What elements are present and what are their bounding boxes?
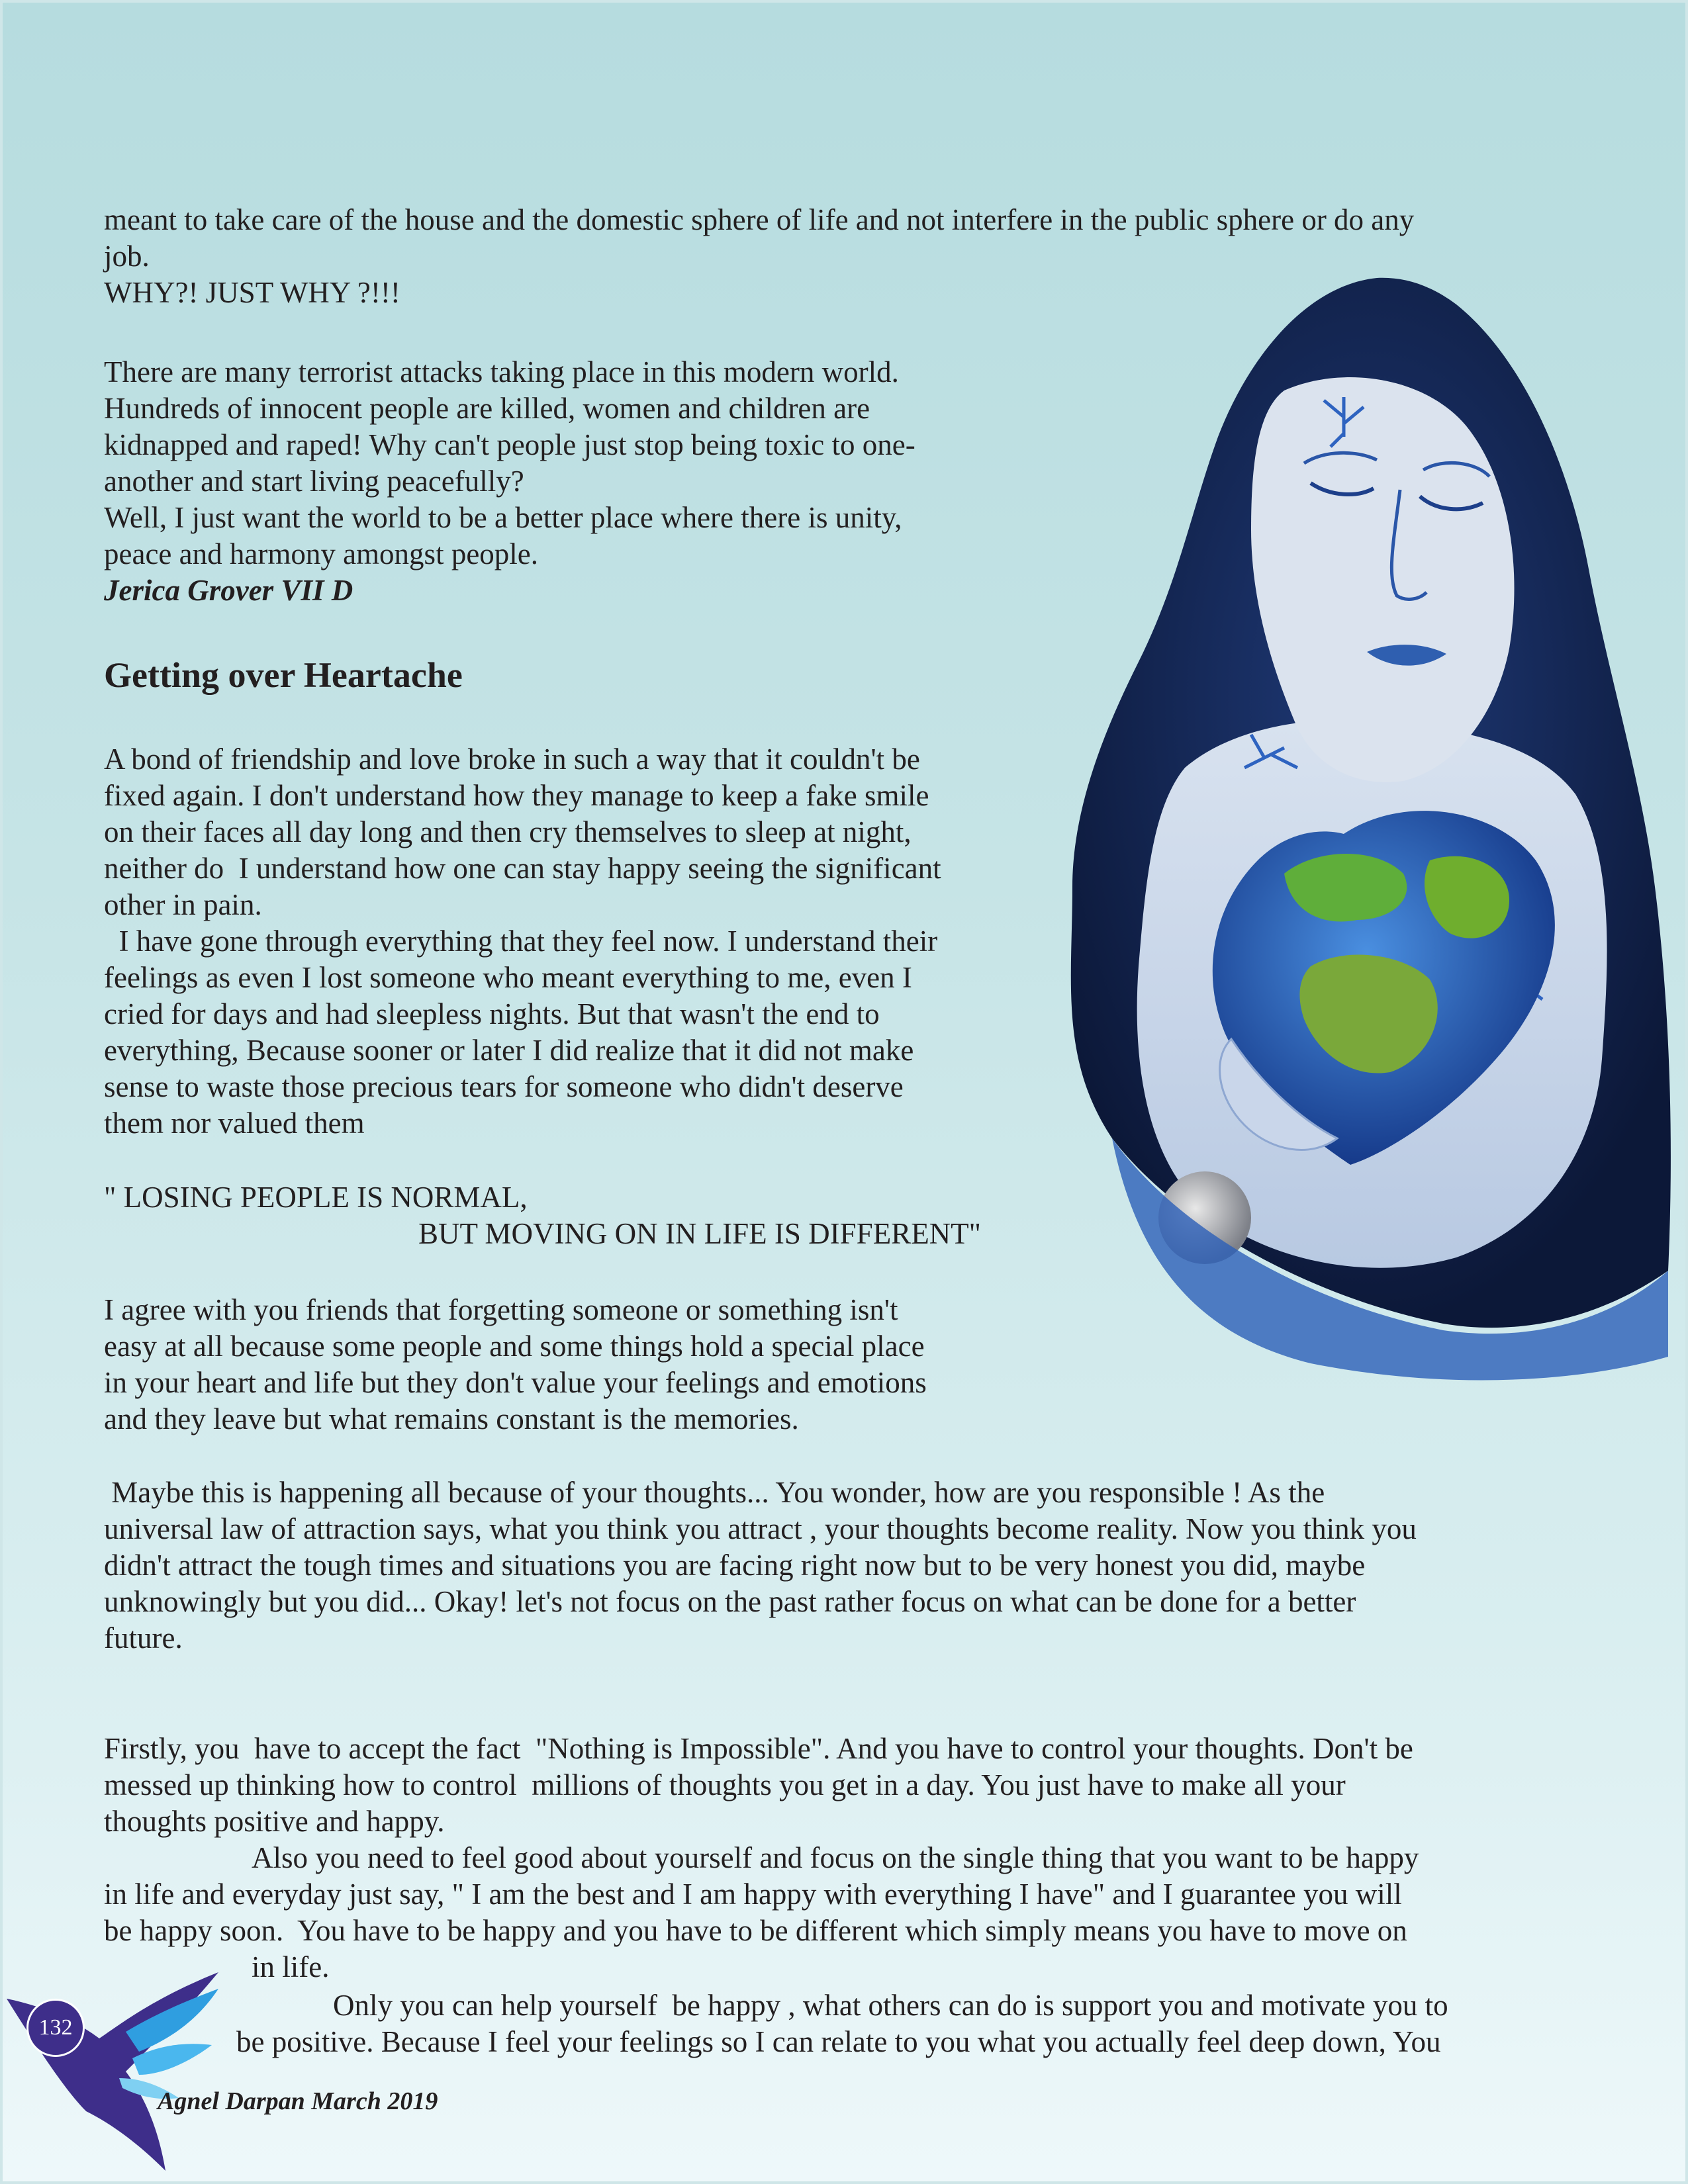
quote-line-1: " LOSING PEOPLE IS NORMAL,: [104, 1181, 528, 1214]
text-line: be happy soon. You have to be happy and you have to be different which simply means you have to move on: [104, 1914, 1407, 1947]
text-line: WHY?! JUST WHY ?!!!: [104, 276, 400, 309]
paragraph-6-second-line: be positive. Because I feel your feelings so I can relate to you what you actually feel deep down, You: [236, 2025, 1441, 2058]
quote-line-2: BUT MOVING ON IN LIFE IS DIFFERENT": [418, 1217, 982, 1250]
text-line: feelings as even I lost someone who meant everything to me, even I: [104, 961, 912, 994]
text-line: on their faces all day long and then cry themselves to sleep at night,: [104, 815, 912, 848]
text-line: A bond of friendship and love broke in such a way that it couldn't be: [104, 743, 920, 776]
text-line: easy at all because some people and some things hold a special place: [104, 1330, 925, 1363]
paragraph-5-last-line: in life.: [252, 1950, 330, 1983]
text-line: them nor valued them: [104, 1107, 365, 1140]
text-line: future.: [104, 1621, 183, 1655]
text-line: I agree with you friends that forgetting someone or something isn't: [104, 1293, 898, 1326]
text-line: universal law of attraction says, what you think you attract , your thoughts become reality. Now you think you: [104, 1512, 1417, 1545]
text-line: Well, I just want the world to be a better place where there is unity,: [104, 501, 902, 534]
article-title: Getting over Heartache: [104, 655, 463, 695]
text-line: Maybe this is happening all because of your thoughts... You wonder, how are you responsible ! As the: [104, 1476, 1325, 1509]
text-line: Hundreds of innocent people are killed, women and children are: [104, 392, 870, 425]
text-line: and they leave but what remains constant is the memories.: [104, 1402, 799, 1435]
text-line: job.: [104, 240, 150, 273]
text-line: I have gone through everything that they feel now. I understand their: [104, 925, 938, 958]
text-line: neither do I understand how one can stay happy seeing the significant: [104, 852, 941, 885]
text-line: fixed again. I don't understand how they manage to keep a fake smile: [104, 779, 929, 812]
text-line: other in pain.: [104, 888, 262, 921]
text-line: didn't attract the tough times and situations you are facing right now but to be very honest you did, maybe: [104, 1549, 1366, 1582]
bird-logo: [0, 1959, 238, 2184]
text-line: Firstly, you have to accept the fact "Nothing is Impossible". And you have to control your thoughts. Don't be: [104, 1732, 1413, 1765]
text-line: everything, Because sooner or later I did realize that it did not make: [104, 1034, 914, 1067]
author-credit: Jerica Grover VII D: [104, 574, 353, 607]
paragraph-2: [104, 1292, 927, 1437]
paragraph-1: [104, 741, 941, 1142]
paragraph-6-first-line: Only you can help yourself be happy , what others can do is support you and motivate you to: [333, 1989, 1448, 2022]
paragraph-3: [104, 1475, 1417, 1657]
text-line: in life and everyday just say, " I am the best and I am happy with everything I have" and I guarantee you will: [104, 1878, 1402, 1911]
woman-hugging-earth-painting: [1033, 265, 1681, 1390]
text-line: unknowingly but you did... Okay! let's not focus on the past rather focus on what can be done for a better: [104, 1585, 1356, 1618]
text-line: There are many terrorist attacks taking place in this modern world.: [104, 355, 899, 388]
text-line: cried for days and had sleepless nights. But that wasn't the end to: [104, 997, 880, 1030]
text-line: sense to waste those precious tears for someone who didn't deserve: [104, 1070, 904, 1103]
text-line: in your heart and life but they don't value your feelings and emotions: [104, 1366, 927, 1399]
text-line: kidnapped and raped! Why can't people just stop being toxic to one-: [104, 428, 915, 461]
text-line: messed up thinking how to control millions of thoughts you get in a day. You just have to make all your: [104, 1768, 1346, 1801]
page-number: 132: [38, 2015, 73, 2040]
text-line: another and start living peacefully?: [104, 465, 524, 498]
paragraph-5: [104, 1876, 1407, 1949]
text-line: peace and harmony amongst people.: [104, 537, 539, 570]
paragraph-4: [104, 1731, 1413, 1840]
footer-publication: Agnel Darpan March 2019: [158, 2087, 438, 2115]
text-line: meant to take care of the house and the domestic sphere of life and not interfere in the public sphere or do any: [104, 203, 1415, 236]
page-number-badge: [26, 1999, 85, 2057]
terror-paragraph: [104, 354, 915, 609]
text-line: thoughts positive and happy.: [104, 1805, 445, 1838]
paragraph-5-first-line: Also you need to feel good about yourself and focus on the single thing that you want to be happy: [252, 1841, 1419, 1874]
